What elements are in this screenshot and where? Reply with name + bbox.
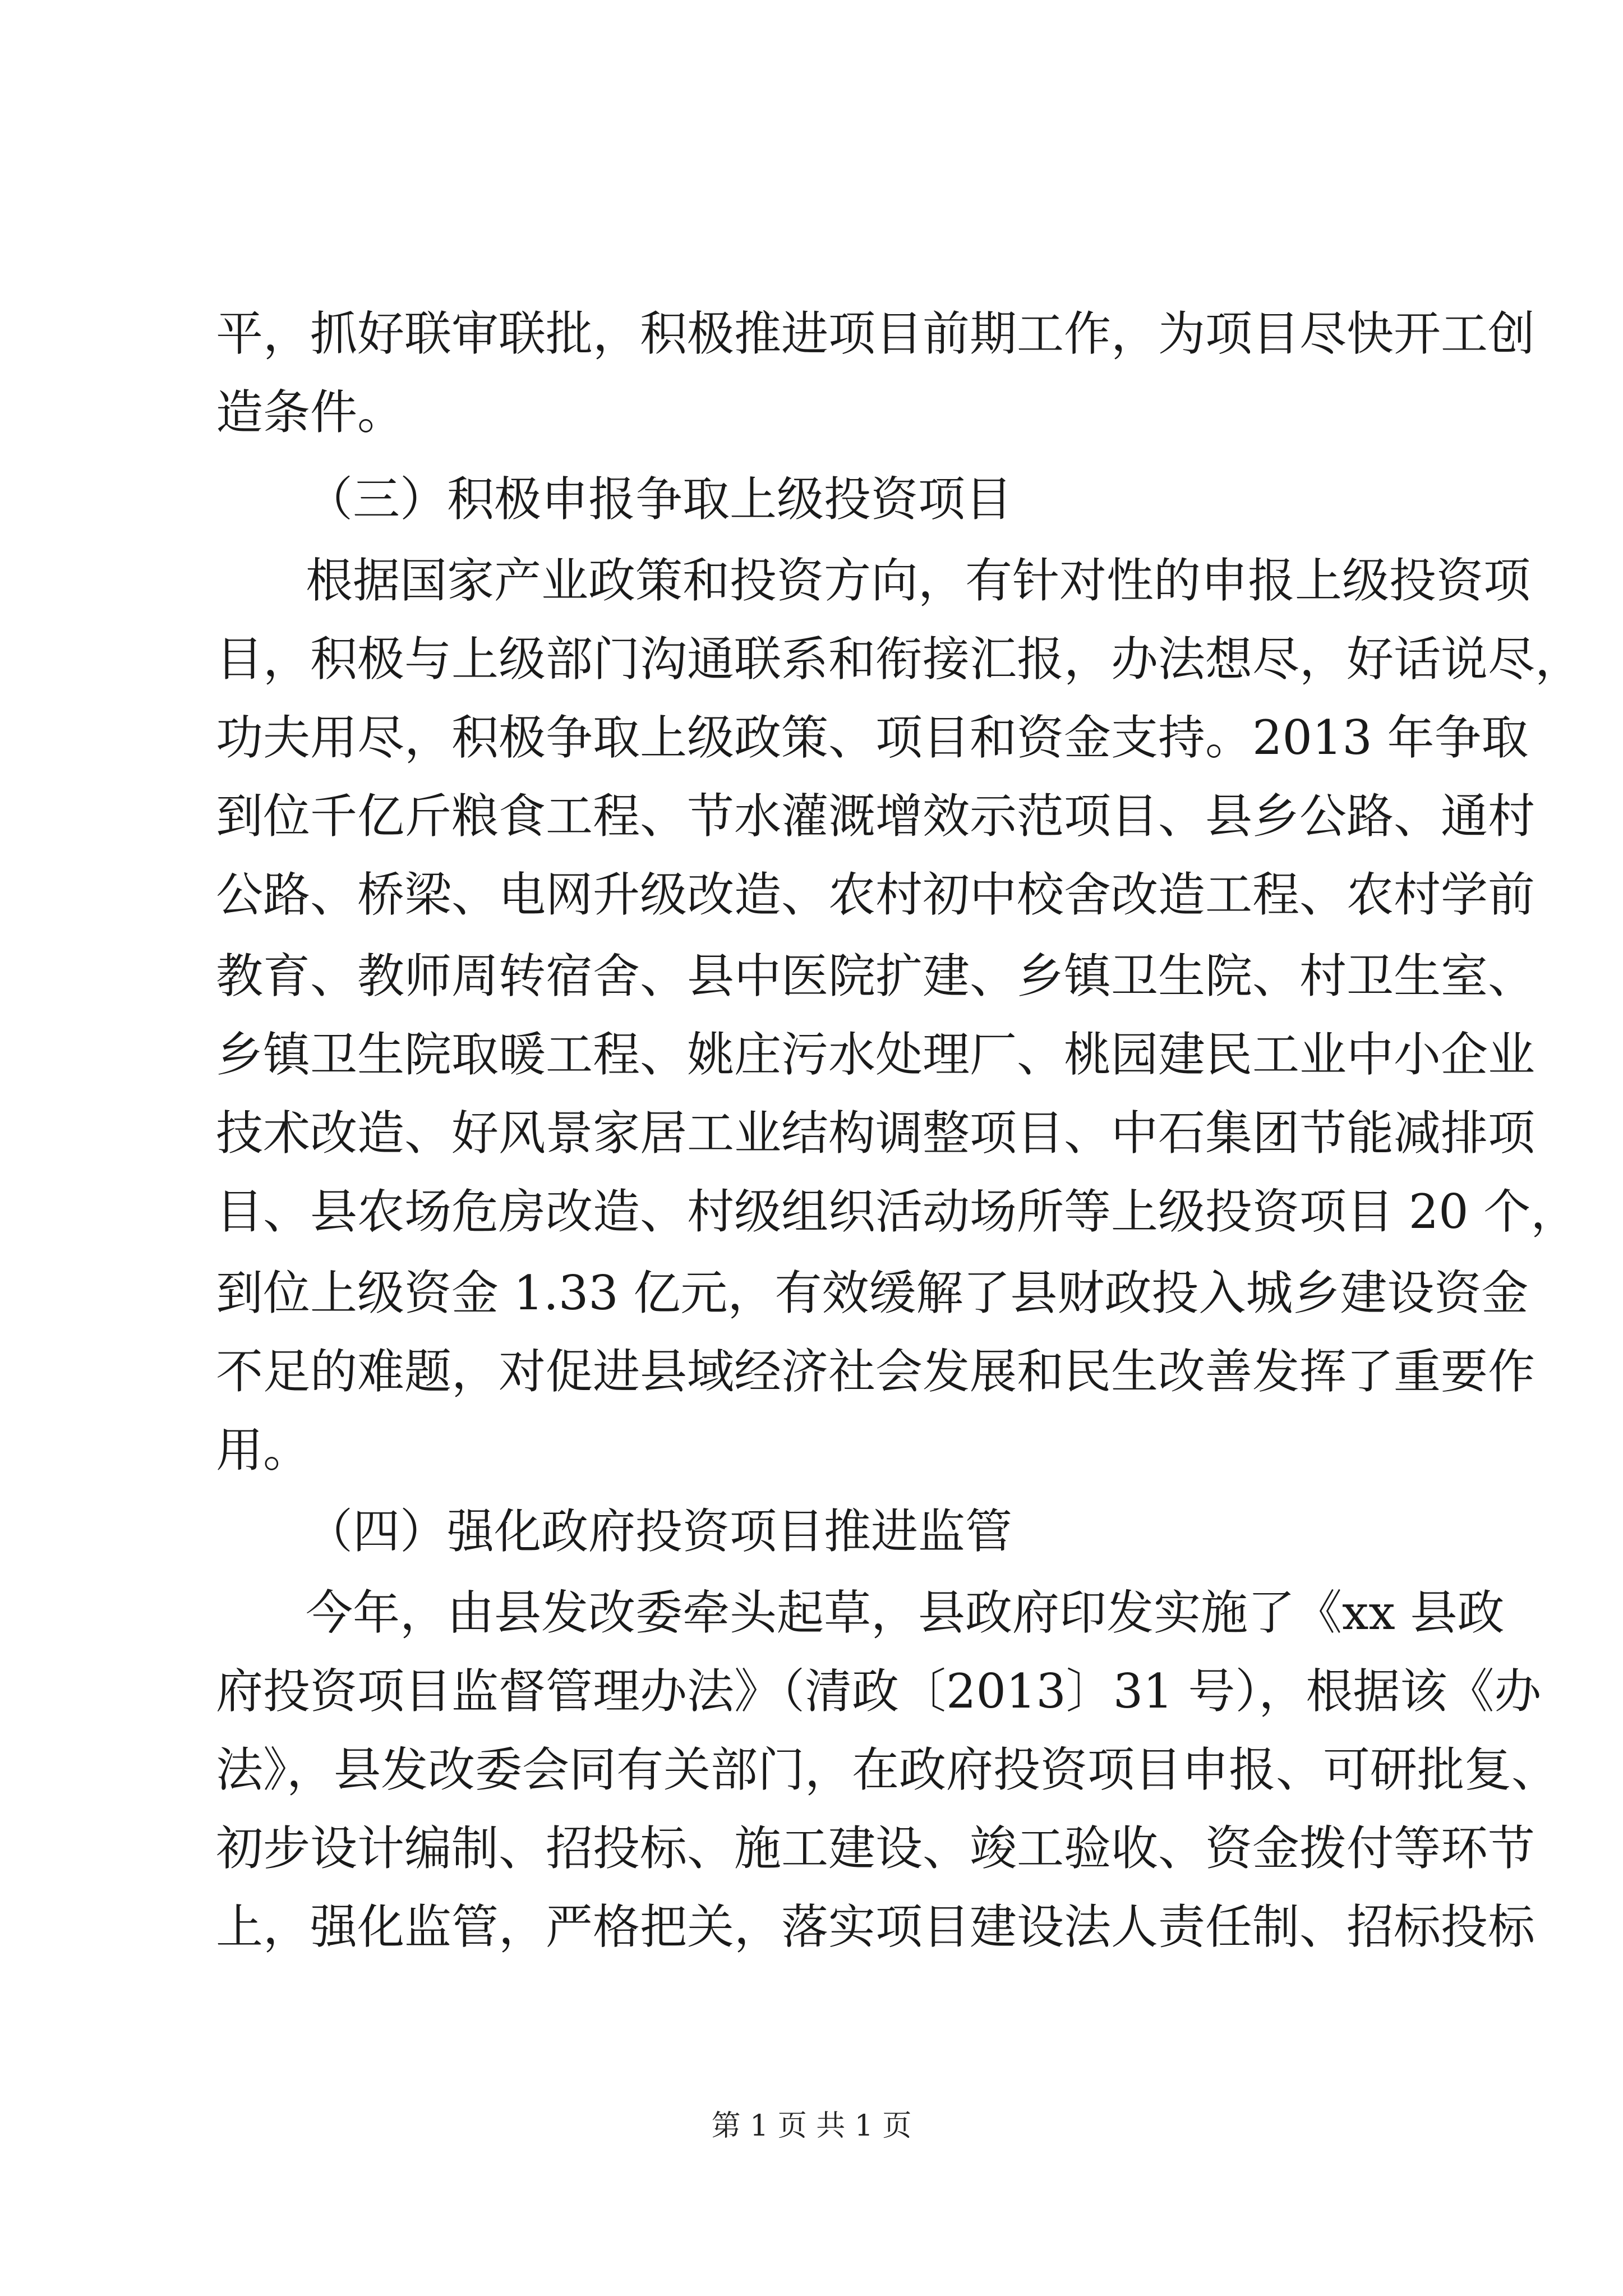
- paragraph-line: 造条件。: [216, 385, 405, 440]
- paragraph-line: 府投资项目监督管理办法》（清政〔2013〕31 号），根据该《办: [216, 1664, 1542, 1719]
- paragraph-line: 初步设计编制、招投标、施工建设、竣工验收、资金拨付等环节: [216, 1821, 1536, 1876]
- paragraph-line: 今年，由县发改委牵头起草，县政府印发实施了《xx 县政: [306, 1585, 1505, 1640]
- section-heading: （三）积极申报争取上级投资项目: [306, 472, 1013, 527]
- paragraph-line: 教育、教师周转宿舍、县中医院扩建、乡镇卫生院、村卫生室、: [216, 949, 1536, 1004]
- paragraph-line: 功夫用尽，积极争取上级政策、项目和资金支持。2013 年争取: [216, 710, 1529, 765]
- paragraph-line: 根据国家产业政策和投资方向，有针对性的申报上级投资项: [306, 553, 1531, 608]
- paragraph-line: 乡镇卫生院取暖工程、姚庄污水处理厂、桃园建民工业中小企业: [216, 1027, 1536, 1082]
- paragraph-line: 目，积极与上级部门沟通联系和衔接汇报，办法想尽，好话说尽，: [216, 632, 1583, 687]
- paragraph-line: 技术改造、好风景家居工业结构调整项目、中石集团节能减排项: [216, 1106, 1536, 1161]
- paragraph-line: 平，抓好联审联批，积极推进项目前期工作，为项目尽快开工创: [216, 306, 1536, 361]
- paragraph-line: 公路、桥梁、电网升级改造、农村初中校舍改造工程、农村学前: [216, 867, 1536, 922]
- paragraph-line: 上，强化监管，严格把关，落实项目建设法人责任制、招标投标: [216, 1899, 1536, 1954]
- paragraph-line: 目、县农场危房改造、村级组织活动场所等上级投资项目 20 个，: [216, 1184, 1578, 1239]
- paragraph-line: 不足的难题，对促进县域经济社会发展和民生改善发挥了重要作: [216, 1344, 1536, 1399]
- paragraph-line: 到位千亿斤粮食工程、节水灌溉增效示范项目、县乡公路、通村: [216, 789, 1536, 844]
- paragraph-line: 用。: [216, 1423, 311, 1478]
- page-footer: 第 1 页 共 1 页: [711, 2109, 912, 2143]
- section-heading: （四）强化政府投资项目推进监管: [306, 1504, 1013, 1559]
- paragraph-line: 到位上级资金 1.33 亿元，有效缓解了县财政投入城乡建设资金: [216, 1266, 1529, 1320]
- paragraph-line: 法》，县发改委会同有关部门，在政府投资项目申报、可研批复、: [216, 1742, 1559, 1797]
